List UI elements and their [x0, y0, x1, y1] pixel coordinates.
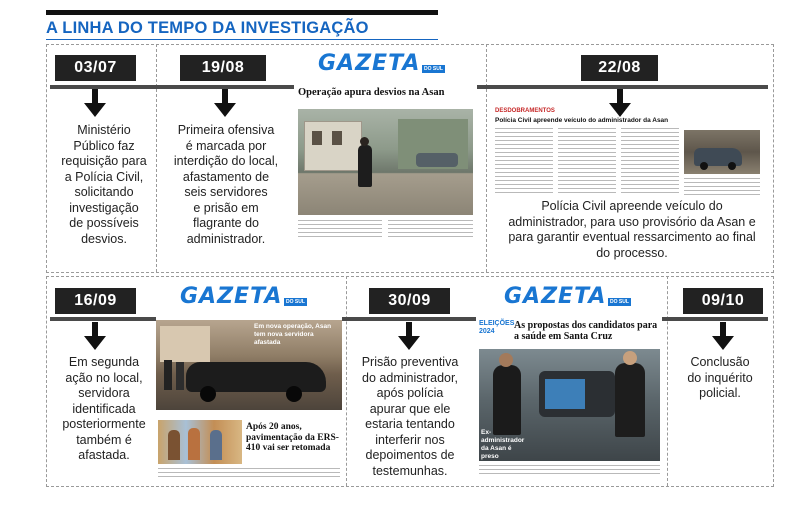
newspaper-masthead: GAZETA — [504, 284, 607, 309]
row1-divider-1 — [156, 44, 157, 272]
event-date-badge: 19/08 — [180, 55, 266, 81]
elections-badge: ELEIÇÕES 2024 — [479, 320, 515, 335]
article-text — [684, 178, 760, 195]
article-text — [298, 220, 382, 240]
down-arrow-icon — [605, 89, 635, 119]
event-date-badge: 09/10 — [683, 288, 763, 314]
event-date-badge: 03/07 — [55, 55, 136, 81]
down-arrow-icon — [394, 322, 424, 352]
news-photo-seized-vehicle — [684, 130, 760, 174]
newspaper-clipping-19-08 — [294, 50, 477, 270]
article-text — [479, 465, 660, 477]
event-description: Ministério Público faz requisição para a Polícia Civil, solicitando investigação de possíveis desvios. — [61, 123, 147, 246]
event-date-badge: 22/08 — [581, 55, 658, 81]
masthead-tag: DO SUL — [424, 66, 443, 72]
newspaper-clipping-16-09 — [156, 283, 342, 481]
article-text — [388, 220, 473, 240]
article-text — [495, 128, 553, 194]
page-title: A LINHA DO TEMPO DA INVESTIGAÇÃO — [46, 19, 369, 37]
masthead-tag: DO SUL — [286, 299, 305, 305]
newspaper-headline: Ex-administrador da Asan é preso — [481, 429, 525, 460]
down-arrow-icon — [708, 322, 738, 352]
event-description: Polícia Civil apreende veículo do administrador, para uso provisório da Asan e para garantir eventual ressarcimento ao final do processo. — [508, 199, 756, 260]
event-description: Em segunda ação no local, servidora identificada posteriormente também é afastada. — [62, 355, 146, 462]
newspaper-headline: Após 20 anos, pavimentação da ERS-410 vai ser retomada — [246, 422, 339, 453]
masthead-tag: DO SUL — [610, 299, 629, 305]
newspaper-headline: Polícia Civil apreende veículo do administrador da Asan — [495, 117, 669, 124]
row2-divider-2 — [667, 276, 668, 486]
article-text — [558, 128, 616, 194]
news-photo-group — [158, 420, 242, 464]
row2-divider-1 — [346, 276, 347, 486]
newspaper-masthead: GAZETA — [318, 51, 421, 76]
newspaper-headline: As propostas dos candidatos para a saúde em Santa Cruz — [514, 320, 658, 342]
newspaper-masthead: GAZETA — [180, 284, 283, 309]
newspaper-clipping-30-09 — [476, 283, 662, 481]
newspaper-headline: Em nova operação, Asan tem nova servidora afastada — [254, 323, 332, 346]
event-date-badge: 30/09 — [369, 288, 450, 314]
down-arrow-icon — [80, 89, 110, 119]
newspaper-headline: Operação apura desvios na Asan — [298, 87, 445, 98]
row1-divider-2 — [486, 44, 487, 272]
title-underline — [46, 39, 438, 40]
down-arrow-icon — [210, 89, 240, 119]
newspaper-kicker: DESDOBRAMENTOS — [495, 108, 555, 114]
event-description: Primeira ofensiva é marcada por interdição do local, afastamento de seis servidores e prisão em flagrante do administrador. — [173, 123, 279, 246]
article-text — [158, 468, 340, 478]
article-text — [621, 128, 679, 194]
title-top-bar — [46, 10, 438, 15]
event-date-badge: 16/09 — [55, 288, 136, 314]
event-description: Prisão preventiva do administrador, após polícia apurar que ele estaria tentando interferir nos depoimentos de testemunhas. — [361, 355, 459, 478]
down-arrow-icon — [80, 322, 110, 352]
event-description: Conclusão do inquérito policial. — [687, 355, 753, 400]
newspaper-clipping-22-08 — [492, 107, 764, 199]
news-photo-police-operation — [298, 109, 473, 215]
